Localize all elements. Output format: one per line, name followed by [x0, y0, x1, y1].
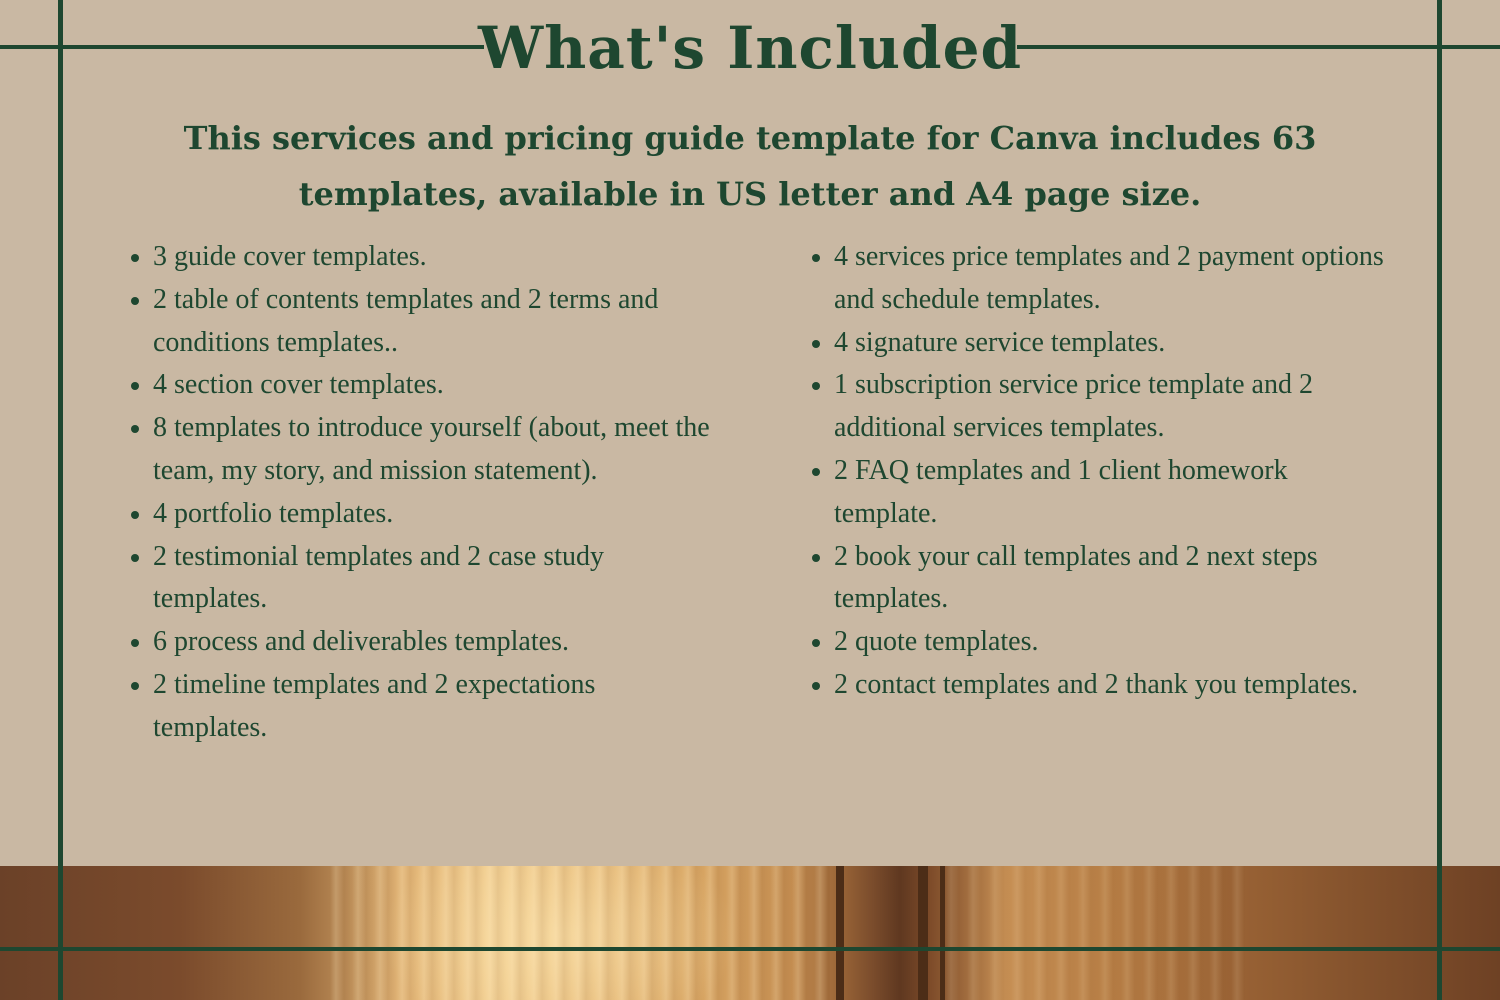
bullet-icon: [131, 682, 139, 690]
page-subtitle: This services and pricing guide template for Canva includes 63 templates, available in US letter and A4 page size.: [183, 119, 1317, 213]
curtain-photo: [0, 866, 1500, 1000]
bullet-icon: [812, 682, 820, 690]
list-item-text: 4 services price templates and 2 payment options and schedule templates.: [834, 241, 1384, 315]
list-item-text: 4 section cover templates.: [153, 369, 444, 401]
list-item-text: 1 subscription service price template and 2 additional services templates.: [834, 369, 1313, 444]
list-item-text: 4 signature service templates.: [834, 326, 1166, 358]
list-item: [834, 364, 1394, 450]
bullet-icon: [131, 511, 139, 519]
list-item: [153, 407, 713, 493]
bullet-icon: [812, 254, 820, 262]
bullet-icon: [131, 554, 139, 562]
list-item-text: 8 templates to introduce yourself (about, meet the team, my story, and mission statement).: [153, 412, 710, 486]
list-item: [834, 664, 1394, 707]
list-item: [153, 536, 713, 622]
list-item: [153, 664, 713, 750]
list-item-text: 2 timeline templates and 2 expectations templates.: [153, 668, 596, 743]
curtain-fabric: [330, 866, 830, 1000]
list-item-text: 6 process and deliverables templates.: [153, 626, 569, 658]
included-list-left: [153, 236, 713, 750]
bullet-icon: [131, 254, 139, 262]
list-item: [834, 236, 1394, 322]
list-item-text: 2 testimonial templates and 2 case study templates.: [153, 540, 605, 615]
curtain-fabric-right: [945, 866, 1245, 1000]
list-item-text: 3 guide cover templates.: [153, 241, 427, 272]
list-item-text: 2 contact templates and 2 thank you templates.: [834, 668, 1359, 700]
list-item-text: 4 portfolio templates.: [153, 497, 394, 529]
list-item: [153, 364, 713, 407]
list-item: [834, 621, 1394, 664]
list-item: [153, 279, 713, 365]
frame-line-bottom: [0, 947, 1500, 951]
list-item-text: 2 book your call templates and 2 next steps templates.: [834, 540, 1318, 615]
bullet-icon: [812, 340, 820, 348]
list-item-text: 2 quote templates.: [834, 626, 1039, 658]
list-item-text: 2 table of contents templates and 2 terms and conditions templates..: [153, 283, 659, 358]
included-list-right: [834, 236, 1394, 707]
window-frame-mid: [918, 866, 928, 1000]
frame-line-right: [1437, 0, 1442, 1000]
list-item: [834, 322, 1394, 365]
list-item-text: 2 FAQ templates and 1 client homework template.: [834, 454, 1288, 529]
page-title: What's Included: [477, 14, 1023, 82]
list-item: [153, 621, 713, 664]
list-item: [834, 450, 1394, 536]
bullet-icon: [812, 554, 820, 562]
bullet-icon: [812, 468, 820, 476]
bullet-icon: [131, 297, 139, 305]
list-item: [153, 236, 713, 279]
window-frame-left: [836, 866, 844, 1000]
list-item: [153, 493, 713, 536]
frame-line-left: [58, 0, 63, 1000]
list-item: [834, 536, 1394, 622]
